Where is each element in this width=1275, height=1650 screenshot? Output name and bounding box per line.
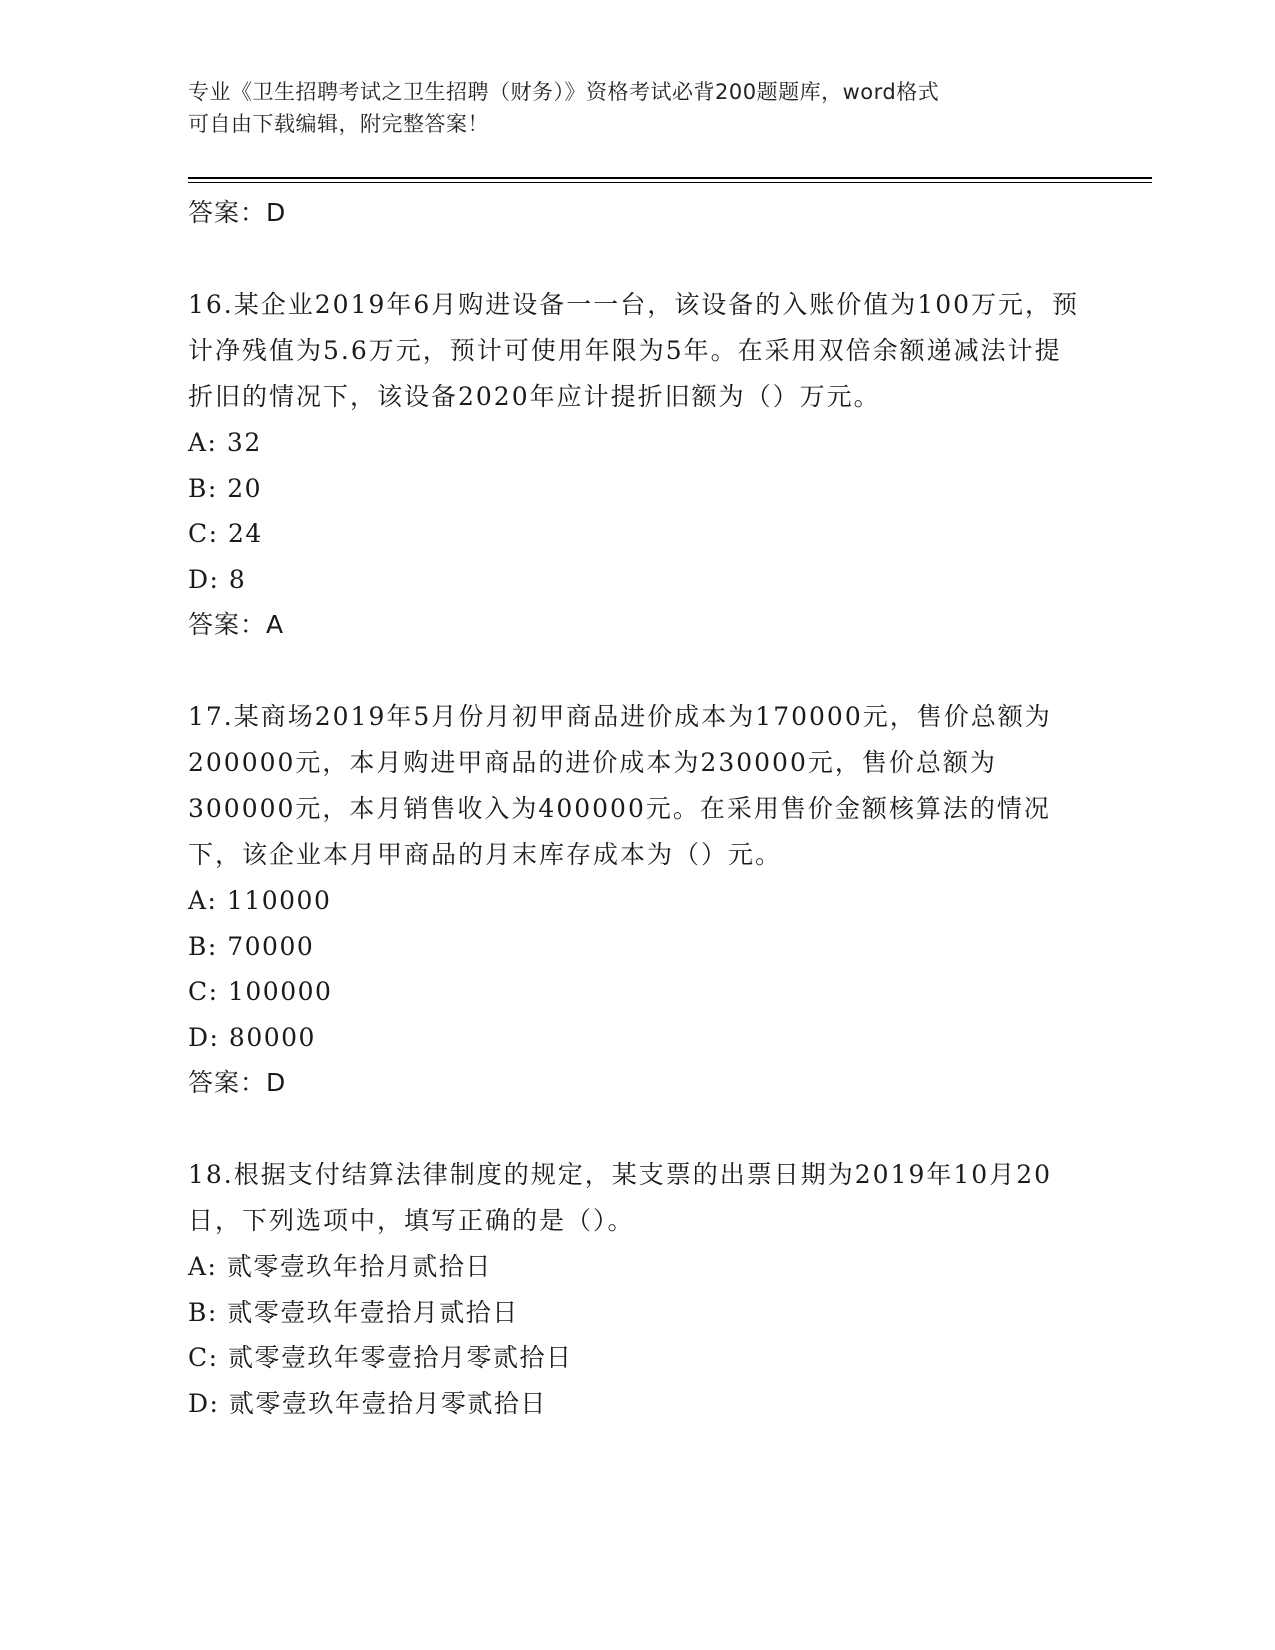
option-c: C: 贰零壹玖年零壹拾月零贰拾日 xyxy=(188,1343,573,1372)
option-a: A: 32 xyxy=(188,428,262,457)
option-a: A: 110000 xyxy=(188,886,332,915)
option-a: A: 贰零壹玖年拾月贰拾日 xyxy=(188,1252,492,1281)
question-16 xyxy=(188,282,1088,648)
option-d: D: 8 xyxy=(188,564,247,594)
header-title-line-1: 专业《卫生招聘考试之卫生招聘（财务）》资格考试必背200题题库，word格式 xyxy=(188,80,940,104)
option-d: D: 80000 xyxy=(188,1022,316,1052)
option-b: B: 贰零壹玖年壹拾月贰拾日 xyxy=(188,1297,519,1327)
header-rule-thin xyxy=(188,182,1152,183)
question-text: 16.某企业2019年6月购进设备一一台，该设备的入账价值为100万元，预计净残值为5.6万元，预计可使用年限为5年。在采用双倍余额递减法计提折旧的情况下，该设备2020年应计提折旧额为（）万元。 xyxy=(188,290,1080,411)
question-text: 18.根据支付结算法律制度的规定，某支票的出票日期为2019年10月20日，下列选项中，填写正确的是（）。 xyxy=(188,1160,1053,1235)
option-b: B: 20 xyxy=(188,473,263,503)
header-title-line-2: 可自由下载编辑，附完整答案！ xyxy=(188,112,489,136)
option-b: B: 70000 xyxy=(188,931,315,961)
option-c: C: 24 xyxy=(188,519,263,548)
question-17 xyxy=(188,694,1088,1106)
question-18 xyxy=(188,1152,1088,1426)
option-c: C: 100000 xyxy=(188,977,333,1006)
header-rule-thick xyxy=(188,177,1152,179)
answer-17: 答案：D xyxy=(188,1068,287,1097)
answer-16: 答案：A xyxy=(188,610,285,639)
previous-answer: 答案：D xyxy=(188,198,287,227)
question-text: 17.某商场2019年5月份月初甲商品进价成本为170000元，售价总额为200000元，本月购进甲商品的进价成本为230000元，售价总额为300000元，本月销售收入为400000元。在采用售价金额核算法的情况下，该企业本月甲商品的月末库存成本为（）元。 xyxy=(188,702,1052,869)
option-d: D: 贰零壹玖年壹拾月零贰拾日 xyxy=(188,1388,547,1418)
document-body xyxy=(188,190,1088,1426)
document-header xyxy=(188,76,1088,140)
